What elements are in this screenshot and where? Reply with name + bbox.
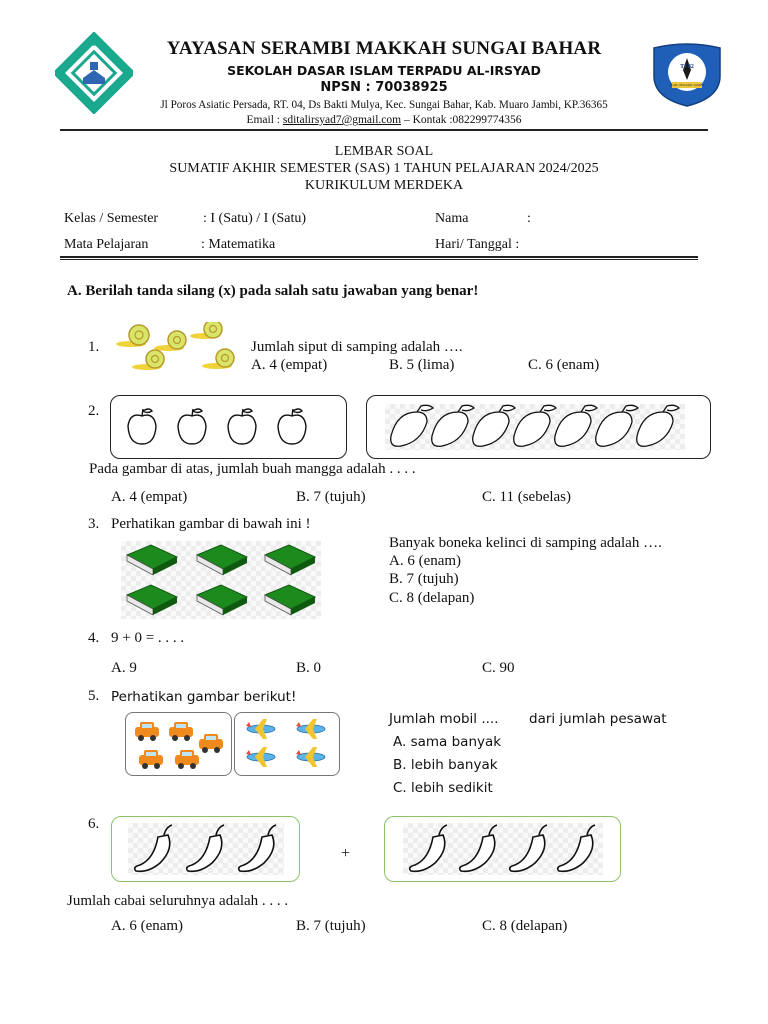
- car-icon: [199, 734, 223, 753]
- q1-option-b[interactable]: B. 5 (lima): [389, 357, 455, 373]
- q1-snail-picture: [113, 322, 245, 372]
- q2-number: 2.: [88, 403, 100, 419]
- q5-side-text-1: Jumlah mobil ....: [389, 711, 499, 727]
- mango-group-icon: [387, 404, 687, 450]
- q6-chili-box-left: [111, 816, 300, 882]
- regency-logo-ribbon: KAB. MUARO JAMBI: [670, 83, 704, 87]
- q5-option-c[interactable]: C. lebih sedikit: [393, 780, 493, 796]
- chili-icon: [239, 825, 276, 871]
- chili-icon: [510, 825, 547, 871]
- q3-book-picture: [121, 541, 321, 619]
- q5-option-a[interactable]: A. sama banyak: [393, 734, 502, 750]
- q1-option-c[interactable]: C. 6 (enam): [528, 357, 600, 373]
- book-group-icon: [121, 541, 321, 619]
- mango-icon: [473, 405, 515, 446]
- npsn: NPSN : 70038925: [320, 80, 448, 95]
- book-icon: [197, 545, 247, 575]
- school-contact: Email : sditalirsyad7@gmail.com – Kontak :082299774356: [246, 114, 522, 126]
- regency-logo-text: TI 82: [680, 64, 694, 70]
- q1-option-a[interactable]: A. 4 (empat): [251, 357, 328, 373]
- snail-icon: [116, 325, 149, 347]
- apple-icon: [128, 409, 156, 444]
- q1-text: Jumlah siput di samping adalah ….: [251, 339, 463, 355]
- mango-icon: [432, 405, 474, 446]
- book-icon: [127, 585, 177, 615]
- mango-icon: [555, 405, 597, 446]
- q5-airplane-box: [234, 712, 340, 776]
- nama-label: Nama: [435, 211, 469, 226]
- email-link[interactable]: sditalirsyad7@gmail.com: [282, 114, 402, 126]
- q6-option-b[interactable]: B. 7 (tujuh): [296, 918, 366, 934]
- q4-text: 9 + 0 = . . . .: [111, 630, 185, 646]
- q2-option-b[interactable]: B. 7 (tujuh): [296, 489, 366, 505]
- q5-side-text-2: dari jumlah pesawat: [529, 711, 667, 727]
- q6-text: Jumlah cabai seluruhnya adalah . . . .: [67, 893, 289, 909]
- school-address: Jl Poros Asiatic Persada, RT. 04, Ds Bakti Mulya, Kec. Sungai Bahar, Kab. Muaro Jambi, KP.36365: [160, 99, 608, 111]
- airplane-group-icon: [243, 717, 333, 773]
- q3-option-a[interactable]: A. 6 (enam): [389, 553, 462, 569]
- q5-text: Perhatikan gambar berikut!: [111, 689, 297, 705]
- chili-icon: [558, 825, 595, 871]
- airplane-icon: [246, 747, 275, 767]
- header-divider: [60, 129, 708, 131]
- q4-option-c[interactable]: C. 90: [482, 660, 515, 676]
- q4-option-b[interactable]: B. 0: [296, 660, 322, 676]
- car-icon: [169, 722, 193, 741]
- car-icon: [175, 750, 199, 769]
- book-icon: [265, 585, 315, 615]
- q3-text: Perhatikan gambar di bawah ini !: [111, 516, 311, 532]
- kelas-label: Kelas / Semester: [64, 211, 159, 226]
- doc-title: LEMBAR SOAL: [334, 144, 434, 159]
- q4-number: 4.: [88, 630, 100, 646]
- snail-group-icon: [113, 322, 245, 372]
- section-a-instruction: A. Berilah tanda silang (x) pada salah satu jawaban yang benar!: [67, 283, 479, 299]
- chili-group-icon: [130, 823, 286, 875]
- airplane-icon: [296, 747, 325, 767]
- q2-option-a[interactable]: A. 4 (empat): [111, 489, 188, 505]
- hari-label: Hari/ Tanggal :: [435, 237, 520, 252]
- mango-icon: [596, 405, 638, 446]
- q2-option-c[interactable]: C. 11 (sebelas): [482, 489, 572, 505]
- doc-subtitle: SUMATIF AKHIR SEMESTER (SAS) 1 TAHUN PELAJARAN 2024/2025: [169, 161, 599, 176]
- apple-icon: [178, 409, 206, 444]
- car-group-icon: [132, 719, 226, 771]
- chili-icon: [187, 825, 224, 871]
- q5-car-box: [125, 712, 232, 776]
- snail-icon: [132, 350, 164, 370]
- nama-colon: :: [527, 211, 531, 226]
- regency-shield-icon: [650, 42, 724, 108]
- q3-option-b[interactable]: B. 7 (tujuh): [389, 571, 459, 587]
- regency-logo-right: [650, 42, 724, 108]
- snail-icon: [202, 349, 234, 369]
- book-icon: [127, 545, 177, 575]
- mapel-value: : Matematika: [201, 237, 276, 252]
- snail-icon: [190, 322, 222, 339]
- q2-mango-box: [366, 395, 711, 459]
- apple-group-icon: [125, 406, 335, 448]
- chili-icon: [460, 825, 497, 871]
- snail-icon: [154, 331, 186, 351]
- q4-option-a[interactable]: A. 9: [111, 660, 137, 676]
- book-icon: [265, 545, 315, 575]
- q1-number: 1.: [88, 339, 100, 355]
- foundation-name: YAYASAN SERAMBI MAKKAH SUNGAI BAHAR: [166, 38, 602, 59]
- chili-group-icon: [405, 823, 605, 875]
- q3-number: 3.: [88, 516, 100, 532]
- q5-option-b[interactable]: B. lebih banyak: [393, 757, 498, 773]
- mapel-label: Mata Pelajaran: [64, 237, 149, 252]
- q6-chili-box-right: [384, 816, 621, 882]
- school-name: SEKOLAH DASAR ISLAM TERPADU AL-IRSYAD: [227, 63, 541, 78]
- q6-plus-sign: +: [341, 845, 351, 862]
- apple-icon: [278, 409, 306, 444]
- car-icon: [135, 722, 159, 741]
- q6-number: 6.: [88, 816, 100, 832]
- q2-apple-box: [110, 395, 347, 459]
- kelas-value: : I (Satu) / I (Satu): [203, 211, 307, 226]
- q6-option-c[interactable]: C. 8 (delapan): [482, 918, 568, 934]
- chili-icon: [410, 825, 447, 871]
- mango-icon: [391, 405, 433, 446]
- book-icon: [197, 585, 247, 615]
- mango-icon: [637, 405, 679, 446]
- q5-number: 5.: [88, 688, 100, 704]
- q3-side-text: Banyak boneka kelinci di samping adalah ….: [389, 535, 662, 551]
- airplane-icon: [296, 719, 325, 739]
- info-divider: [60, 256, 698, 260]
- car-icon: [139, 750, 163, 769]
- apple-icon: [228, 409, 256, 444]
- chili-icon: [135, 825, 172, 871]
- mango-icon: [514, 405, 556, 446]
- doc-curriculum: KURIKULUM MERDEKA: [304, 178, 464, 193]
- q3-option-c[interactable]: C. 8 (delapan): [389, 590, 475, 606]
- airplane-icon: [246, 719, 275, 739]
- q6-option-a[interactable]: A. 6 (enam): [111, 918, 184, 934]
- q2-text: Pada gambar di atas, jumlah buah mangga adalah . . . .: [89, 461, 416, 477]
